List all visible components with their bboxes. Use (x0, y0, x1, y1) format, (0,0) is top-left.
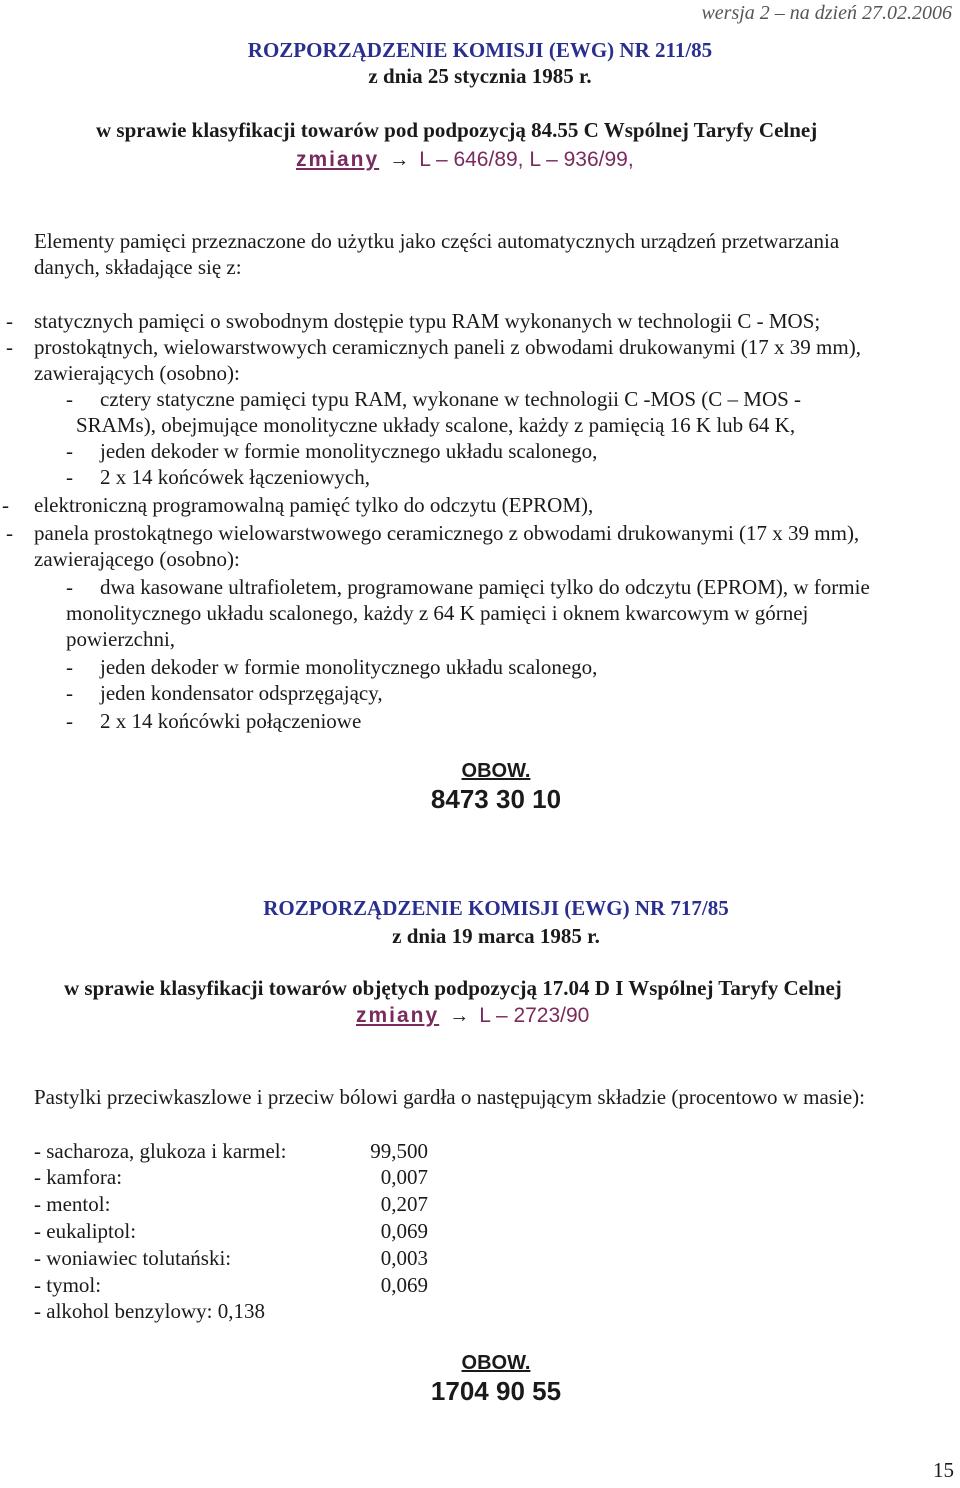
bullet-dash: - (66, 655, 73, 679)
list-item: dwa kasowane ultrafioletem, programowane pamięci tylko do odczytu (EPROM), w formie (100, 575, 870, 599)
bullet-dash: - (66, 709, 73, 733)
ingredient-value: 0,069 (380, 1219, 428, 1243)
ingredient-value: 99,500 (370, 1139, 428, 1163)
ingredient-value: 0,007 (380, 1165, 428, 1189)
bullet-dash: - (2, 493, 9, 517)
obow-label-2: OBOW. (461, 1352, 531, 1374)
intro-line: Elementy pamięci przeznaczone do użytku jako części automatycznych urządzeń przetwarzania (34, 229, 840, 253)
list-item: cztery statyczne pamięci typu RAM, wykonane w technologii C -MOS (C – MOS - (100, 387, 802, 411)
ingredient-name: - sacharoza, glukoza i karmel: (34, 1139, 287, 1163)
ingredient-name: - woniawiec tolutański: (34, 1246, 232, 1270)
ingredient-value: 0,207 (380, 1192, 428, 1216)
list-item: zawierających (osobno): (34, 361, 240, 385)
list-item: zawierającego (osobno): (34, 547, 240, 571)
obow-code-1: 8473 30 10 (430, 784, 562, 814)
list-item: powierzchni, (66, 627, 176, 651)
bullet-dash: - (66, 681, 73, 705)
ingredient-name: - mentol: (34, 1192, 111, 1216)
list-item: jeden dekoder w formie monolitycznego układu scalonego, (100, 439, 598, 463)
list-item: jeden dekoder w formie monolitycznego układu scalonego, (100, 655, 598, 679)
bullet-dash: - (66, 439, 73, 463)
list-item: elektroniczną programowalną pamięć tylko do odczytu (EPROM), (34, 493, 594, 517)
list-item: monolitycznego układu scalonego, każdy z 64 K pamięci i oknem kwarcowym w górnej (66, 601, 809, 625)
list-item: prostokątnych, wielowarstwowych ceramicznych paneli z obwodami drukowanymi (17 x 39 mm), (34, 335, 861, 359)
ingredient-value: 0,003 (380, 1246, 428, 1270)
bullet-dash: - (6, 309, 13, 333)
bullet-dash: - (66, 575, 73, 599)
ingredient-name: - eukaliptol: (34, 1219, 137, 1243)
changes-refs[interactable]: L – 646/89, L – 936/99, (419, 148, 634, 171)
changes-refs[interactable]: L – 2723/90 (479, 1004, 590, 1027)
arrow-right-icon: → (449, 1005, 470, 1027)
bullet-dash: - (66, 465, 73, 489)
regulation-date-1: z dnia 25 stycznia 1985 r. (368, 64, 592, 88)
ingredient-value: 0,069 (380, 1273, 428, 1297)
changes-line-1 (296, 148, 634, 172)
obow-code-2: 1704 90 55 (430, 1376, 562, 1406)
changes-line-2 (356, 1004, 589, 1028)
page-number: 15 (933, 1458, 954, 1482)
list-item: statycznych pamięci o swobodnym dostępie typu RAM wykonanych w technologii C - MOS; (34, 309, 821, 333)
bullet-dash: - (6, 521, 13, 545)
regulation-subject-1: w sprawie klasyfikacji towarów pod podpozycją 84.55 C Wspólnej Taryfy Celnej (96, 118, 818, 142)
arrow-right-icon: → (389, 149, 410, 171)
changes-label[interactable]: zmiany (296, 148, 380, 171)
list-item: panela prostokątnego wielowarstwowego ceramicznego z obwodami drukowanymi (17 x 39 mm), (34, 521, 860, 545)
regulation-subject-2: w sprawie klasyfikacji towarów objętych podpozycją 17.04 D I Wspólnej Taryfy Celnej (64, 976, 842, 1000)
obow-label-1: OBOW. (461, 760, 531, 782)
version-note: wersja 2 – na dzień 27.02.2006 (701, 2, 952, 24)
changes-label[interactable]: zmiany (356, 1004, 440, 1027)
regulation-title-2: ROZPORZĄDZENIE KOMISJI (EWG) NR 717/85 (263, 896, 729, 920)
regulation-date-2: z dnia 19 marca 1985 r. (392, 924, 600, 948)
intro-line: Pastylki przeciwkaszlowe i przeciw bólowi gardła o następującym składzie (procentowo w masie): (34, 1085, 865, 1109)
ingredient-name: - tymol: (34, 1273, 102, 1297)
list-item: 2 x 14 końcówki połączeniowe (100, 709, 362, 733)
bullet-dash: - (66, 387, 73, 411)
ingredient-line: - alkohol benzylowy: 0,138 (34, 1299, 265, 1323)
list-item: SRAMs), obejmujące monolityczne układy scalone, każdy z pamięcią 16 K lub 64 K, (76, 413, 796, 437)
ingredient-name: - kamfora: (34, 1165, 123, 1189)
list-item: 2 x 14 końcówek łączeniowych, (100, 465, 370, 489)
bullet-dash: - (6, 335, 13, 359)
list-item: jeden kondensator odsprzęgający, (100, 681, 383, 705)
regulation-title-1: ROZPORZĄDZENIE KOMISJI (EWG) NR 211/85 (247, 38, 713, 62)
intro-line: danych, składające się z: (34, 255, 242, 279)
